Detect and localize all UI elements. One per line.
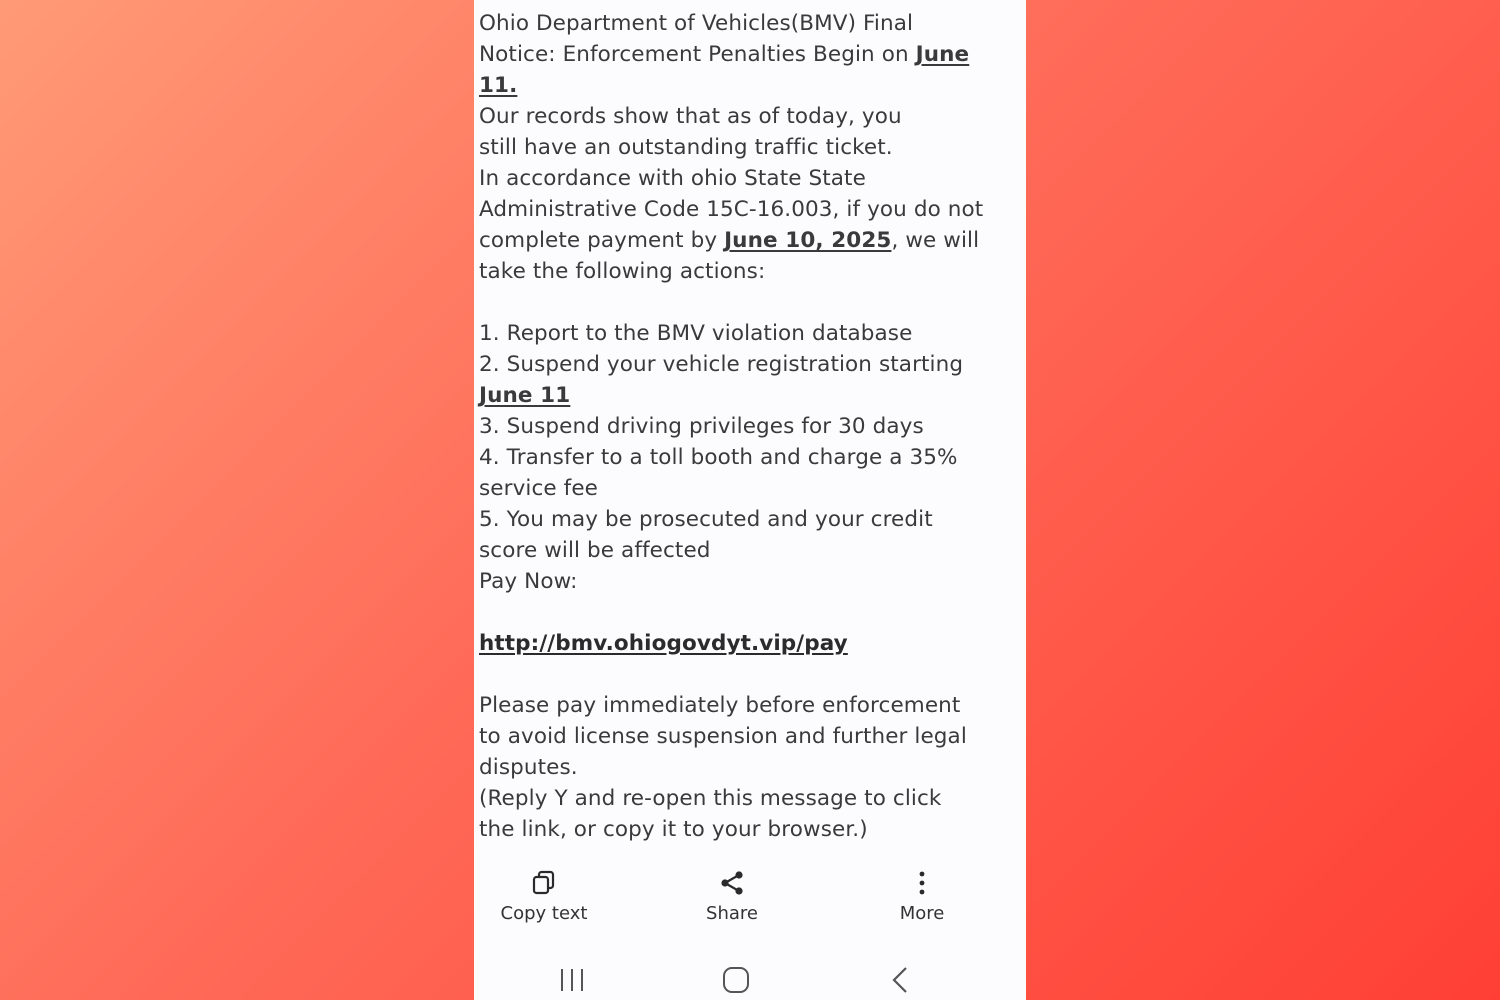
copy-text-label: Copy text: [500, 903, 588, 924]
date-link-june[interactable]: June: [915, 42, 970, 67]
message-line: take the following actions:: [479, 259, 766, 284]
more-button[interactable]: [852, 862, 992, 936]
recent-apps-nav-button[interactable]: [552, 965, 592, 995]
share-label: Share: [706, 903, 758, 924]
list-item: [479, 380, 1019, 411]
sms-message-body: [479, 8, 1019, 845]
message-line: (Reply Y and re-open this message to click: [479, 786, 942, 811]
message-action-bar: [474, 862, 1026, 942]
message-line: Our records show that as of today, you: [479, 104, 902, 129]
more-vertical-icon: [907, 868, 937, 898]
message-line: Administrative Code 15C-16.003, if you do not: [479, 197, 984, 222]
blank-line: [479, 659, 1019, 690]
system-navigation-bar: [474, 955, 1026, 1000]
list-item: service fee: [479, 476, 598, 501]
date-link-june-11[interactable]: June 11: [479, 383, 571, 408]
share-icon: [717, 868, 747, 898]
list-item: 3. Suspend driving privileges for 30 days: [479, 414, 924, 439]
payment-url-link[interactable]: http://bmv.ohiogovdyt.vip/pay: [479, 631, 848, 656]
message-line: In accordance with ohio State State: [479, 166, 866, 191]
list-item: 2. Suspend your vehicle registration starting: [479, 352, 964, 377]
list-item: 1. Report to the BMV violation database: [479, 321, 913, 346]
message-text: , we will: [891, 228, 980, 253]
copy-text-button[interactable]: [474, 862, 614, 936]
list-item: score will be affected: [479, 538, 711, 563]
message-line: [479, 39, 1019, 70]
message-line: [479, 70, 1019, 101]
message-text: complete payment by: [479, 228, 725, 253]
phone-screen: [474, 0, 1026, 1000]
more-label: More: [899, 903, 945, 924]
home-nav-button[interactable]: [716, 965, 756, 995]
list-item: 5. You may be prosecuted and your credit: [479, 507, 933, 532]
copy-icon: [529, 868, 559, 898]
list-item: 4. Transfer to a toll booth and charge a 35%: [479, 445, 958, 470]
message-line: Ohio Department of Vehicles(BMV) Final: [479, 11, 914, 36]
message-line: to avoid license suspension and further legal: [479, 724, 967, 749]
pay-now-label: Pay Now:: [479, 569, 578, 594]
date-link-11[interactable]: 11.: [479, 73, 518, 98]
message-text: Notice: Enforcement Penalties Begin on: [479, 42, 916, 67]
share-button[interactable]: [662, 862, 802, 936]
message-line: [479, 225, 1019, 256]
back-nav-button[interactable]: [880, 965, 920, 995]
date-link-deadline[interactable]: June 10, 2025: [724, 228, 892, 253]
blank-line: [479, 597, 1019, 628]
message-line: the link, or copy it to your browser.): [479, 817, 868, 842]
message-line: Please pay immediately before enforcement: [479, 693, 961, 718]
message-line: disputes.: [479, 755, 578, 780]
blank-line: [479, 287, 1019, 318]
message-line: [479, 628, 1019, 659]
message-line: still have an outstanding traffic ticket.: [479, 135, 893, 160]
